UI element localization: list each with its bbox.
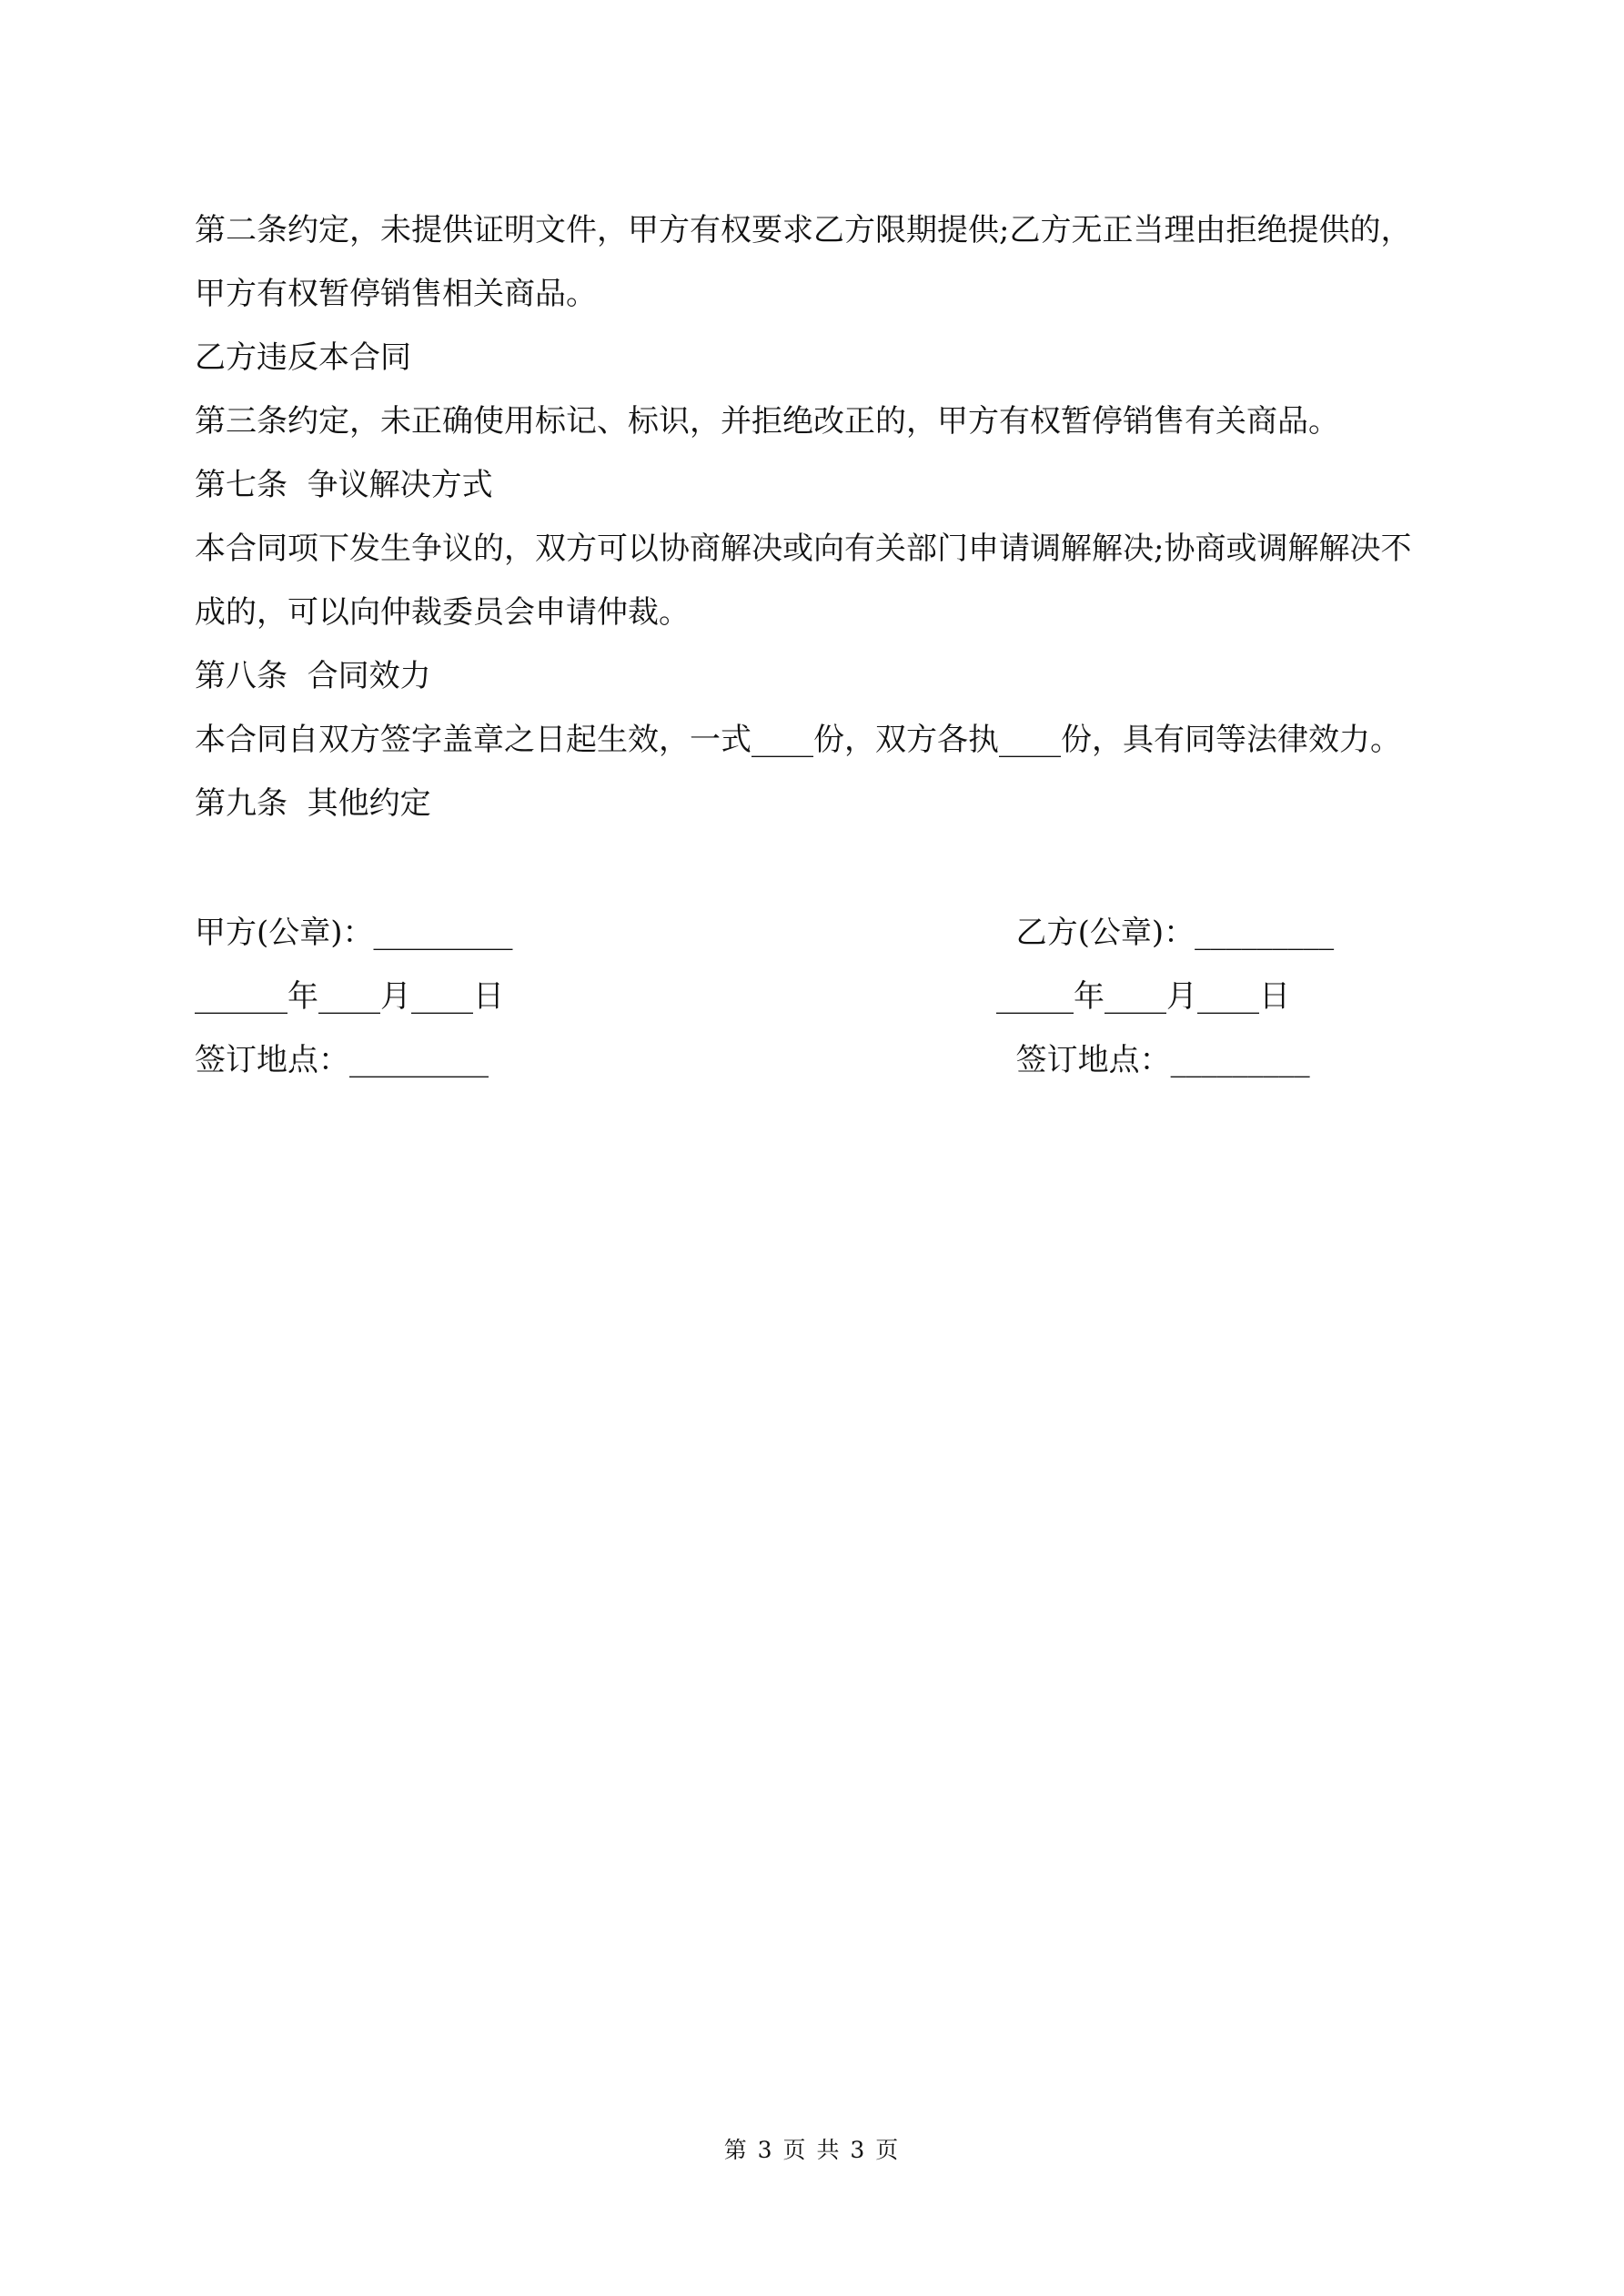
clause-paragraph: 本合同项下发生争议的，双方可以协商解决或向有关部门申请调解解决;协商或调解解决不成的，可以向仲裁委员会申请仲裁。 (195, 531, 1412, 631)
contract-body (195, 198, 1441, 835)
clause-paragraph: 乙方违反本合同 (195, 339, 411, 376)
party-a-seal-line: 甲方(公章)：_________ (195, 915, 513, 951)
party-a-signature-block (195, 901, 513, 1092)
party-a-date-line: ______年____月____日 (195, 978, 504, 1015)
clause-paragraph: 第二条约定，未提供证明文件，甲方有权要求乙方限期提供;乙方无正当理由拒绝提供的，甲方有权暂停销售相关商品。 (195, 212, 1412, 312)
section-heading-other: 第九条 其他约定 (195, 785, 431, 822)
party-b-seal-line: 乙方(公章)：_________ (996, 915, 1335, 951)
party-b-place-line: 签订地点：_________ (996, 1042, 1310, 1078)
party-b-signature-block (996, 901, 1334, 1092)
page-footer (0, 2132, 1624, 2165)
clause-paragraph: 第三条约定，未正确使用标记、标识，并拒绝改正的，甲方有权暂停销售有关商品。 (195, 403, 1339, 440)
clause-paragraph: 本合同自双方签字盖章之日起生效，一式____份，双方各执____份，具有同等法律效力。 (195, 722, 1401, 758)
page-indicator: 第 3 页 共 3 页 (723, 2137, 901, 2163)
section-heading-dispute: 第七条 争议解决方式 (195, 467, 493, 503)
party-a-place-line: 签订地点：_________ (195, 1042, 489, 1078)
section-heading-effect: 第八条 合同效力 (195, 658, 431, 694)
party-b-date-line: _____年____月____日 (996, 978, 1290, 1015)
